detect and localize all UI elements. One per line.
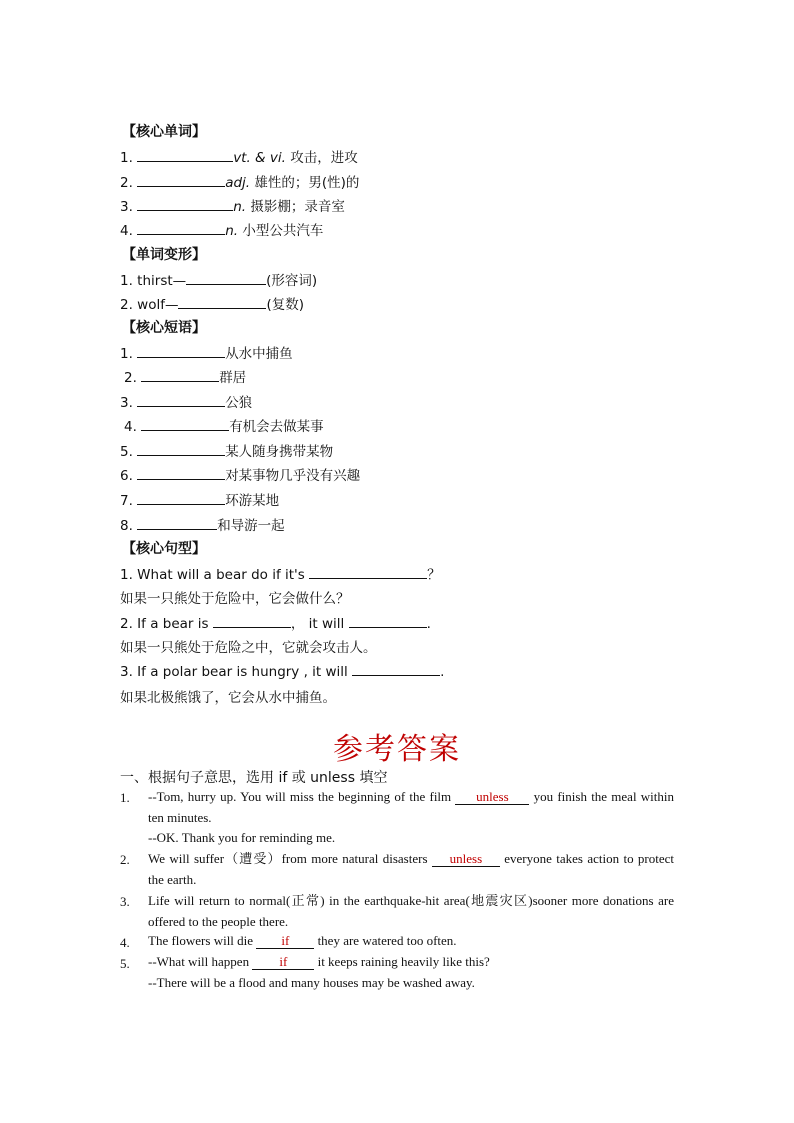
answer-blank[interactable] xyxy=(137,491,225,505)
question-number: 1. xyxy=(120,790,130,805)
phrase-8: 8. 和导游一起 xyxy=(120,518,285,534)
question-5-reply: --There will be a flood and many houses may be washed away. xyxy=(148,975,475,990)
answer-blank: unless xyxy=(455,790,529,805)
question-3: Life will return to normal(正常) in the earthquake-hit area(地震灾区)sooner more donations are offered to the people there. xyxy=(148,893,674,929)
question-2: We will suffer（遭受）from more natural disasters unless everyone takes action to protect the earth. xyxy=(148,851,675,887)
answer-blank[interactable] xyxy=(137,516,217,530)
question-number: 5. xyxy=(120,956,130,971)
question-4: The flowers will die if they are watered too often. xyxy=(148,933,457,948)
answer-blank[interactable] xyxy=(178,295,266,309)
sentence-2-en: 2. If a bear is ， it will . xyxy=(120,616,431,632)
answer-blank[interactable] xyxy=(186,271,266,285)
question-1-reply: --OK. Thank you for reminding me. xyxy=(148,830,336,845)
answer-section-heading: 一、根据句子意思，选用 if 或 unless 填空 xyxy=(120,770,388,786)
phrase-1: 1. 从水中捕鱼 xyxy=(120,346,293,362)
answer-blank[interactable] xyxy=(137,466,225,480)
question-number: 3. xyxy=(120,894,130,909)
word-form-1: 1. thirst— (形容词) xyxy=(120,273,318,289)
sentence-2-cn: 如果一只熊处于危险之中，它就会攻击人。 xyxy=(120,640,377,656)
answer-blank: if xyxy=(252,955,314,970)
question-number: 4. xyxy=(120,935,130,950)
answer-blank[interactable] xyxy=(137,173,225,187)
phrase-5: 5. 某人随身携带某物 xyxy=(120,444,334,460)
word-form-2: 2. wolf— (复数) xyxy=(120,297,305,313)
answer-blank[interactable] xyxy=(137,393,225,407)
core-word-4: 4. n. 小型公共汽车 xyxy=(120,223,324,239)
sentence-1-en: 1. What will a bear do if it's ？ xyxy=(120,567,441,583)
phrase-3: 3. 公狼 xyxy=(120,395,253,411)
answer-blank[interactable] xyxy=(137,148,233,162)
answer-blank[interactable] xyxy=(352,662,440,676)
question-1: --Tom, hurry up. You will miss the beginning of the film unless you finish the meal within ten minutes. xyxy=(148,789,675,825)
question-number: 2. xyxy=(120,852,130,867)
answer-blank[interactable] xyxy=(309,565,427,579)
answer-blank[interactable] xyxy=(349,614,427,628)
core-word-1: 1. vt. & vi. 攻击，进攻 xyxy=(120,150,358,166)
answer-blank[interactable] xyxy=(137,197,233,211)
section-core-sentences: 【核心句型】 xyxy=(122,541,206,557)
section-core-phrases: 【核心短语】 xyxy=(122,320,206,336)
sentence-3-cn: 如果北极熊饿了，它会从水中捕鱼。 xyxy=(120,690,336,706)
answer-blank[interactable] xyxy=(213,614,291,628)
question-5: --What will happen if it keeps raining heavily like this? xyxy=(148,954,490,969)
section-core-words: 【核心单词】 xyxy=(122,124,206,140)
answer-blank[interactable] xyxy=(141,417,229,431)
answer-blank[interactable] xyxy=(137,442,225,456)
answer-blank: if xyxy=(256,934,314,949)
answer-blank[interactable] xyxy=(137,221,225,235)
sentence-1-cn: 如果一只熊处于危险中，它会做什么？ xyxy=(120,591,350,607)
phrase-6: 6. 对某事物几乎没有兴趣 xyxy=(120,468,361,484)
phrase-2: 2. 群居 xyxy=(124,370,247,386)
core-word-3: 3. n. 摄影棚；录音室 xyxy=(120,199,345,215)
answer-blank: unless xyxy=(432,852,500,867)
sentence-3-en: 3. If a polar bear is hungry , it will . xyxy=(120,664,445,680)
answer-key-title: 参考答案 xyxy=(333,732,461,767)
phrase-7: 7. 环游某地 xyxy=(120,493,280,509)
answer-blank[interactable] xyxy=(137,344,225,358)
answer-blank[interactable] xyxy=(141,368,219,382)
core-word-2: 2. adj. 雄性的；男(性)的 xyxy=(120,175,360,191)
section-word-forms: 【单词变形】 xyxy=(122,247,206,263)
phrase-4: 4. 有机会去做某事 xyxy=(124,419,324,435)
